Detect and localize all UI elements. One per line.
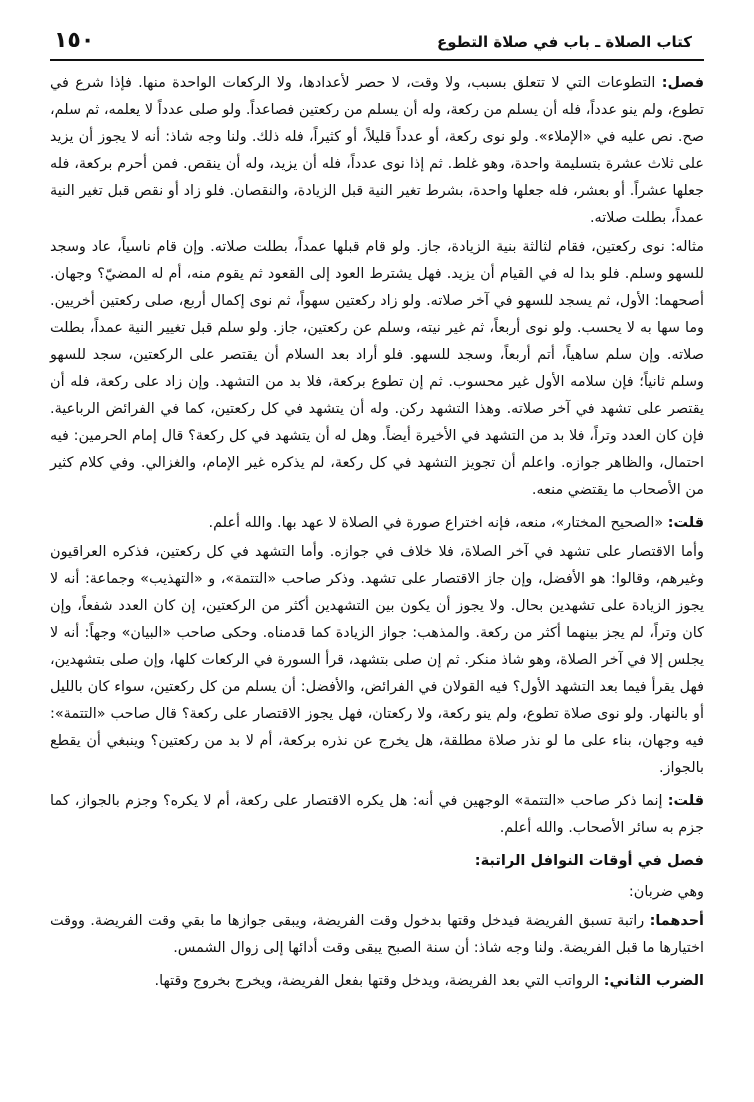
paragraph-text: «الصحيح المختار»، منعه، فإنه اختراع صورة في الصلاة لا عهد بها. والله أعلم. [208,515,668,531]
item-text: الرواتب التي بعد الفريضة، ويدخل وقتها بفعل الفريضة، ويخرج بخروج وقتها. [154,973,604,989]
paragraph-example [50,234,704,504]
paragraph-text: مثاله: نوى ركعتين، فقام لثالثة بنية الزيادة، جاز. ولو قام قبلها عمداً، بطلت صلاته. وإن قام ناسياً، عاد وسجد للسهو وسلم. فلو بدا له في القيام أن يزيد. فهل يشترط العود إلى القعود ثم يقوم منه، أم له المضيّ؟ وجهان. أصحهما: الأول، ثم يسجد للسهو في آخر صلاته. ولو زاد ركعتين سهواً، ثم نوى إكمال أربع، صلى ركعتين أخريين. وما سها به لا يحسب. ولو نوى أربعاً، ثم غير نيته، وسلم عن ركعتين، جاز. ولو سلم قبل تغيير النية عمداً، بطلت صلاته. وإن سلم ساهياً، أتم أربعاً، وسجد للسهو. فلو أراد بعد السلام أن يقتصر على الركعتين، سجد للسهو وسلم ثانياً؛ فإن سلامه الأول غير محسوب. ثم إن تطوع بركعة، فلا بد من التشهد. وإن زاد على ركعة، فله أن يقتصر على تشهد في آخر صلاته. وهذا التشهد ركن. وله أن يتشهد في كل ركعتين، كما في الفرائض الرباعية. فإن كان العدد وتراً، فلا بد من التشهد في الأخيرة أيضاً. وهل له أن يتشهد في كل ركعة؟ قال إمام الحرمين: فيه احتمال، والظاهر جوازه. واعلم أن تجويز التشهد في كل ركعة، لم يذكره غير الإمام، والغزالي. وفي كلام كثير من الأصحاب ما يقتضي منعه. [50,239,704,498]
list-item-second [50,968,704,995]
list-item-first [50,908,704,962]
header-title: كتاب الصلاة ـ باب في صلاة التطوع [436,33,692,51]
paragraph-note-1 [50,510,704,537]
item-label: أحدهما: [649,913,704,929]
section-heading: فصل في أوقات النوافل الراتبة: [474,852,704,869]
page-number: ١٥٠ [54,28,95,53]
paragraph-text: وأما الاقتصار على تشهد في آخر الصلاة، فلا خلاف في جوازه. وأما التشهد في كل ركعتين، فذكره العراقيون وغيرهم، وقالوا: هو الأفضل، وإن جاز الاقتصار على تشهد. وذكر صاحب «التتمة»، و «التهذيب» وجماعة: أنه لا يجوز الزيادة على تشهدين بحال. ولا يجوز أن يكون بين التشهدين أكثر من الركعتين، إن كان العدد شفعاً، وإن كان وتراً، لم يجز بينهما أكثر من ركعة. والمذهب: جواز الزيادة كما قدمناه. وحكى صاحب «البيان» وجهاً: أنه لا يجلس إلا في آخر الصلاة، وهو شاذ منكر. ثم إن صلى بتشهد، قرأ السورة في الركعات كلها، وإن صلى بتشهدين، فهل يقرأ فيما بعد التشهد الأول؟ فيه القولان في الفرائض، والأفضل: أن يسلم من كل ركعتين، سواء كان بالليل أو بالنهار. ولو نوى صلاة تطوع، ولم ينو ركعة، ولا ركعتان، فهل يجوز الاقتصار على ركعة؟ قال صاحب «التتمة»: فيه وجهان، بناء على ما لو نذر صلاة مطلقة، هل يخرج عن نذره بركعة، أم لا بد من ركعتين؟ وينبغي أن يقطع بالجواز. [50,544,704,776]
paragraph-tashahhud [50,539,704,782]
page-body [50,70,704,995]
book-page [50,28,704,997]
paragraph-text: إنما ذكر صاحب «التتمة» الوجهين في أنه: هل يكره الاقتصار على ركعة، أم لا يكره؟ وجزم بالجواز، كما جزم به سائر الأصحاب. والله أعلم. [50,793,704,836]
paragraph-label: قلت: [667,515,704,531]
item-label: الضرب الثاني: [603,973,704,989]
paragraph-text: التطوعات التي لا تتعلق بسبب، ولا وقت، لا حصر لأعدادها، ولا الركعات الواحدة منها. فإذا شرع في تطوع، ولم ينو عدداً، فله أن يسلم من ركعة، وله أن يسلم من ركعتين فصاعداً. ولو صلى عدداً لا يعلمه، ثم سلم، صح. نص عليه في «الإملاء». ولو نوى ركعة، أو عدداً قليلاً، أو كثيراً، فله ذلك. ولنا وجه شاذ: أنه لا يجوز أن يزيد على ثلاث عشرة بتسليمة واحدة، وهو غلط. ثم إذا نوى عدداً، فله أن يزيد، وله أن ينقص. فمن أحرم بركعة، فله جعلها عشراً. أو بعشر، فله جعلها واحدة، بشرط تغير النية قبل الزيادة، والنقصان. فلو زاد أو نقص قبل تغير النية عمداً، بطلت صلاته. [50,75,704,226]
paragraph-note-2 [50,788,704,842]
running-header [50,28,704,61]
paragraph-label: قلت: [667,793,704,809]
paragraph-label: فصل: [661,75,704,91]
item-text: راتبة تسبق الفريضة فيدخل وقتها بدخول وقت الفريضة، ويبقى جوازها ما بقي وقت الفريضة. ووقت اختيارها ما قبل الفريضة. ولنا وجه شاذ: أن سنة الصبح يبقى وقت أدائها إلى زوال الشمس. [50,913,704,956]
intro-line: وهي ضربان: [628,884,704,900]
paragraph-fasl [50,70,704,232]
